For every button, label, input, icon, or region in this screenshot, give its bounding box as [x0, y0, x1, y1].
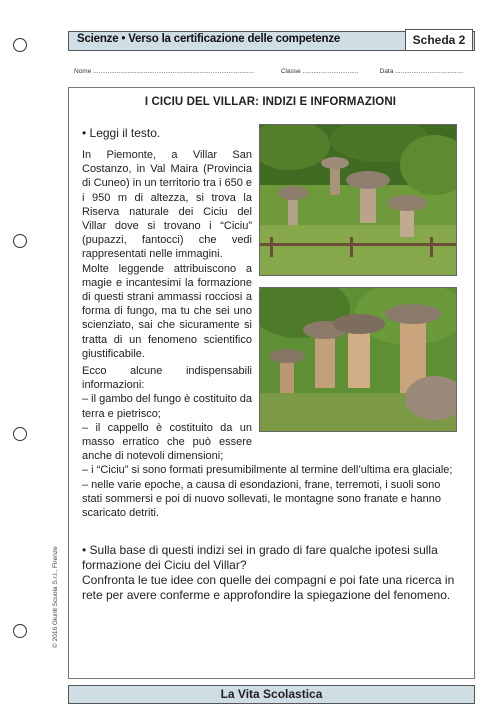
- research-task: Confronta le tue idee con quelle dei compagni e poi fate una ricerca in rete per avere conferme e approfondire la spiegazione del fenomeno.: [82, 573, 455, 602]
- binder-hole: [13, 427, 27, 441]
- student-fields: [74, 68, 474, 77]
- binder-hole: [13, 234, 27, 248]
- page-title: I CICIU DEL VILLAR: INDIZI E INFORMAZIONI: [144, 96, 397, 108]
- date-field[interactable]: Data ......................................: [379, 68, 464, 75]
- footer-title: La Vita Scolastica: [220, 687, 323, 701]
- hypothesis-question: • Sulla base di questi indizi sei in grado di fare qualche ipotesi sulla formazione dei Ciciu del Villar?: [82, 543, 438, 572]
- question-block: [82, 543, 462, 603]
- instruction-lead: • Leggi il testo.: [82, 126, 161, 140]
- header-title: Scienze • Verso la certificazione delle competenze: [77, 33, 341, 45]
- paragraph-location: In Piemonte, a Villar San Costanzo, in Val Maira (Provincia di Cuneo) in un territorio tra i 650 e i 950 m di altezza, si trova la Riserva naturale dei Ciciu del Villar dove si trovano i “Ciciu” (pupazzi, fantocci) che vedi rappresentati nelle immagini.: [82, 149, 252, 261]
- copyright-note: © 2016 Giunti Scuola S.r.l., Firenze: [52, 546, 59, 648]
- paragraph-legends: Molte leggende attribuiscono a magie e incantesimi la formazione di questi strani ammassi rocciosi a forma di fungo, ma tu che sei uno scienziato, sai che sicuramente si tratta di un fenomeno scientifico giustificabile.: [82, 262, 252, 360]
- binder-hole: [13, 624, 27, 638]
- name-field[interactable]: Nome .........................................................................................: [74, 68, 254, 75]
- info-item: – i “Ciciu” si sono formati presumibilmente al termine dell’ultima era glaciale;: [82, 464, 453, 477]
- footer-bar: [68, 685, 475, 704]
- intro-text: [82, 148, 252, 361]
- info-item: – il gambo del fungo è costituito da terra e pietrisco;: [82, 393, 253, 420]
- info-item: – il cappello è costituito da un masso erratico che può essere anche di notevoli dimensioni;: [82, 421, 252, 463]
- class-field[interactable]: Classe ...............................: [280, 68, 359, 75]
- binder-hole: [13, 38, 27, 52]
- info-item: – nelle varie epoche, a causa di esondazioni, frane, terremoti, i suoli sono stati sommersi e poi di nuovo sollevati, le montagne sono franate e hanno scaricato detriti.: [82, 478, 441, 520]
- sheet-label: Scheda 2: [405, 29, 473, 51]
- ciciu-photo-2: [259, 287, 457, 432]
- info-intro: Ecco alcune indispensabili informazioni:: [82, 365, 252, 392]
- ciciu-photo-1: [259, 124, 457, 276]
